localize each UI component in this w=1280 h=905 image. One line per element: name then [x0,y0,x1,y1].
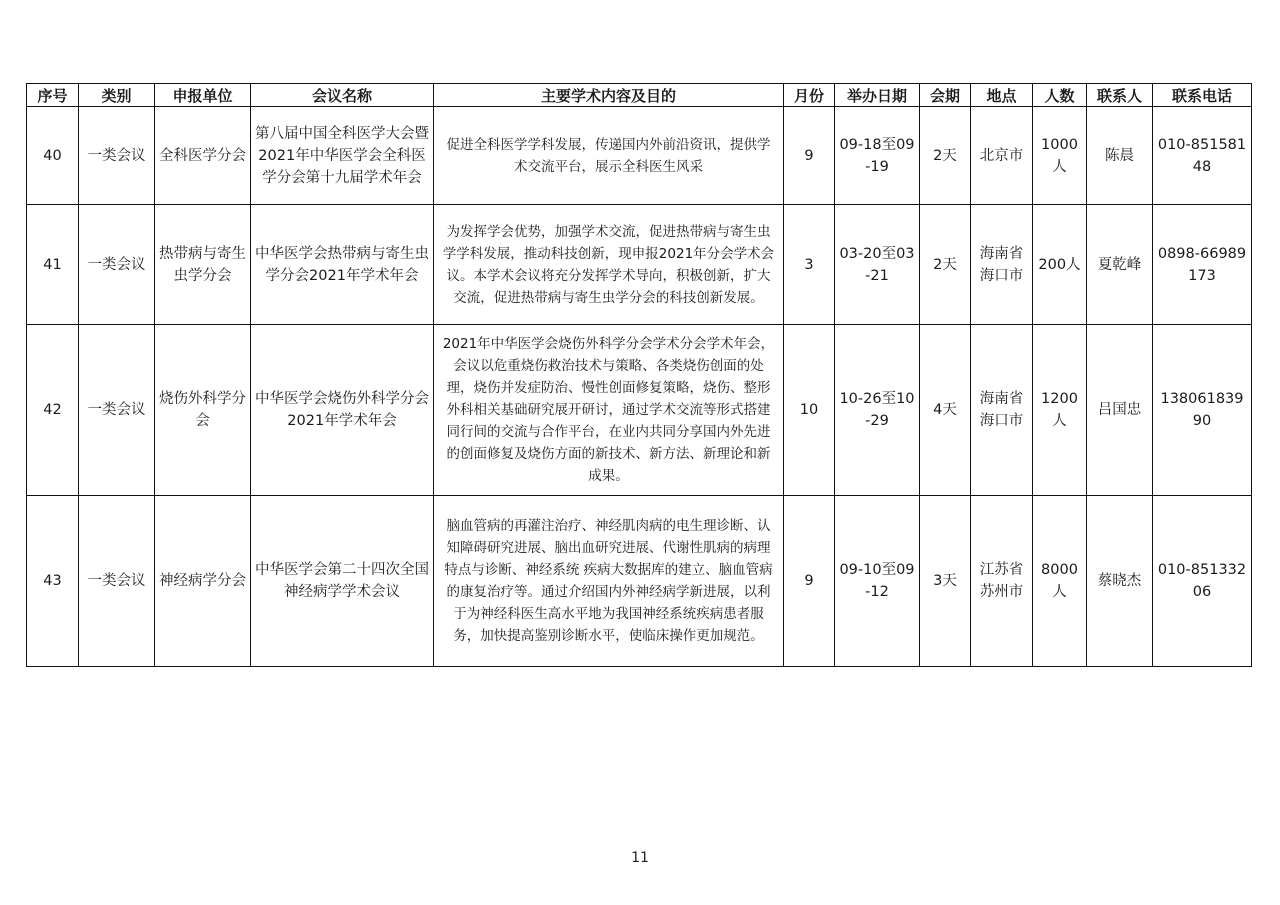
cell-dates: 03-20至03-21 [835,205,920,325]
cell-contact: 蔡晓杰 [1087,496,1153,667]
table-header-row [27,84,1252,107]
page-number: 11 [631,850,649,866]
cell-phone: 13806183990 [1153,325,1252,496]
cell-dates: 10-26至10-29 [835,325,920,496]
cell-location: 江苏省苏州市 [971,496,1033,667]
cell-content: 脑血管病的再灌注治疗、神经肌肉病的电生理诊断、认知障碍研究进展、脑出血研究进展、代谢性肌病的病理特点与诊断、神经系统 疾病大数据库的建立、脑血管病的康复治疗等。通过介绍国内外神经病学新进展，以利于为神经科医生高水平地为我国神经系统疾病患者服务，加快提高鉴别诊断水平，使临床操作更加规范。 [434,496,784,667]
cell-duration: 2天 [920,205,971,325]
header-duration: 会期 [920,84,971,107]
cell-location: 北京市 [971,107,1033,205]
conference-table-sheet [26,83,1251,667]
conference-table [26,83,1252,667]
cell-phone: 0898-66989173 [1153,205,1252,325]
header-name: 会议名称 [251,84,434,107]
cell-dates: 09-18至09-19 [835,107,920,205]
cell-attendees: 8000人 [1033,496,1087,667]
cell-unit: 神经病学分会 [155,496,251,667]
table-row [27,496,1252,667]
cell-no: 42 [27,325,79,496]
table-row [27,107,1252,205]
header-no: 序号 [27,84,79,107]
cell-contact: 夏乾峰 [1087,205,1153,325]
cell-category: 一类会议 [79,496,155,667]
cell-name: 第八届中国全科医学大会暨2021年中华医学会全科医学分会第十九届学术年会 [251,107,434,205]
cell-no: 40 [27,107,79,205]
header-contact: 联系人 [1087,84,1153,107]
table-row [27,205,1252,325]
cell-phone: 010-85133206 [1153,496,1252,667]
cell-location: 海南省海口市 [971,325,1033,496]
cell-category: 一类会议 [79,325,155,496]
cell-name: 中华医学会烧伤外科学分会2021年学术年会 [251,325,434,496]
header-unit: 申报单位 [155,84,251,107]
cell-location: 海南省海口市 [971,205,1033,325]
cell-content: 为发挥学会优势，加强学术交流，促进热带病与寄生虫学学科发展，推动科技创新，现申报2021年分会学术会议。本学术会议将充分发挥学术导向，积极创新，扩大交流，促进热带病与寄生虫学分会的科技创新发展。 [434,205,784,325]
cell-duration: 4天 [920,325,971,496]
cell-phone: 010-85158148 [1153,107,1252,205]
cell-unit: 热带病与寄生虫学分会 [155,205,251,325]
cell-month: 3 [784,205,835,325]
cell-contact: 吕国忠 [1087,325,1153,496]
cell-category: 一类会议 [79,205,155,325]
cell-attendees: 1200人 [1033,325,1087,496]
header-month: 月份 [784,84,835,107]
cell-dates: 09-10至09-12 [835,496,920,667]
header-attendees: 人数 [1033,84,1087,107]
cell-no: 41 [27,205,79,325]
header-content: 主要学术内容及目的 [434,84,784,107]
cell-duration: 2天 [920,107,971,205]
cell-content: 促进全科医学学科发展，传递国内外前沿资讯，提供学术交流平台，展示全科医生风采 [434,107,784,205]
header-phone: 联系电话 [1153,84,1252,107]
cell-contact: 陈晨 [1087,107,1153,205]
cell-name: 中华医学会热带病与寄生虫学分会2021年学术年会 [251,205,434,325]
cell-month: 9 [784,107,835,205]
header-location: 地点 [971,84,1033,107]
cell-duration: 3天 [920,496,971,667]
cell-category: 一类会议 [79,107,155,205]
header-dates: 举办日期 [835,84,920,107]
cell-attendees: 200人 [1033,205,1087,325]
table-row [27,325,1252,496]
cell-content: 2021年中华医学会烧伤外科学分会学术分会学术年会，会议以危重烧伤救治技术与策略、各类烧伤创面的处理，烧伤并发症防治、慢性创面修复策略，烧伤、整形外科相关基础研究展开研讨，通过学术交流等形式搭建同行间的交流与合作平台，在业内共同分享国内外先进的创面修复及烧伤方面的新技术、新方法、新理论和新成果。 [434,325,784,496]
cell-month: 10 [784,325,835,496]
cell-unit: 全科医学分会 [155,107,251,205]
header-category: 类别 [79,84,155,107]
cell-attendees: 1000人 [1033,107,1087,205]
cell-unit: 烧伤外科学分会 [155,325,251,496]
cell-name: 中华医学会第二十四次全国神经病学学术会议 [251,496,434,667]
cell-no: 43 [27,496,79,667]
cell-month: 9 [784,496,835,667]
